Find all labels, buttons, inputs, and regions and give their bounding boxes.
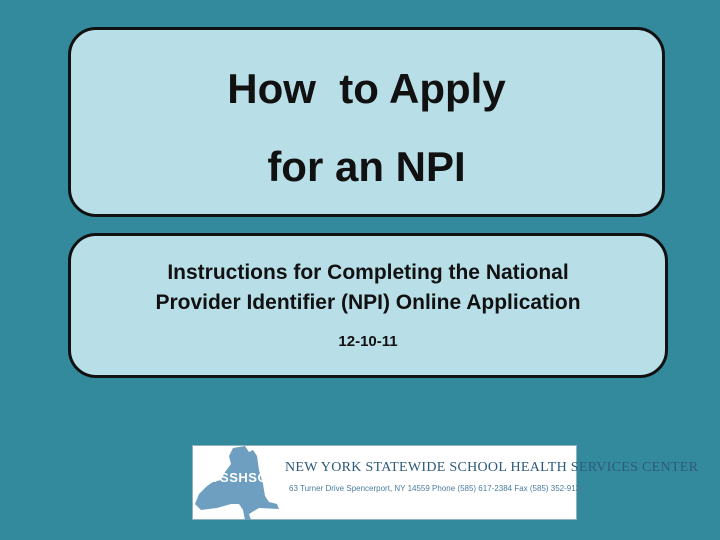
title-line-1: How to Apply bbox=[227, 65, 506, 112]
subtitle-line-2: Provider Identifier (NPI) Online Application bbox=[155, 291, 581, 314]
subtitle-line-1: Instructions for Completing the National bbox=[167, 261, 569, 284]
title-line-2: for an NPI bbox=[267, 143, 466, 190]
subtitle-box bbox=[68, 233, 668, 378]
title-box bbox=[68, 27, 665, 217]
slide-date: 12-10-11 bbox=[338, 333, 398, 350]
organization-logo-banner bbox=[192, 445, 699, 520]
logo-org-name: NEW YORK STATEWIDE SCHOOL HEALTH SERVICES CENTER bbox=[285, 460, 699, 475]
logo-acronym: NYSSHSC bbox=[201, 470, 268, 485]
logo-address: 63 Turner Drive Spencerport, NY 14559 Phone (585) 617-2384 Fax (585) 352-9131 bbox=[289, 484, 585, 493]
